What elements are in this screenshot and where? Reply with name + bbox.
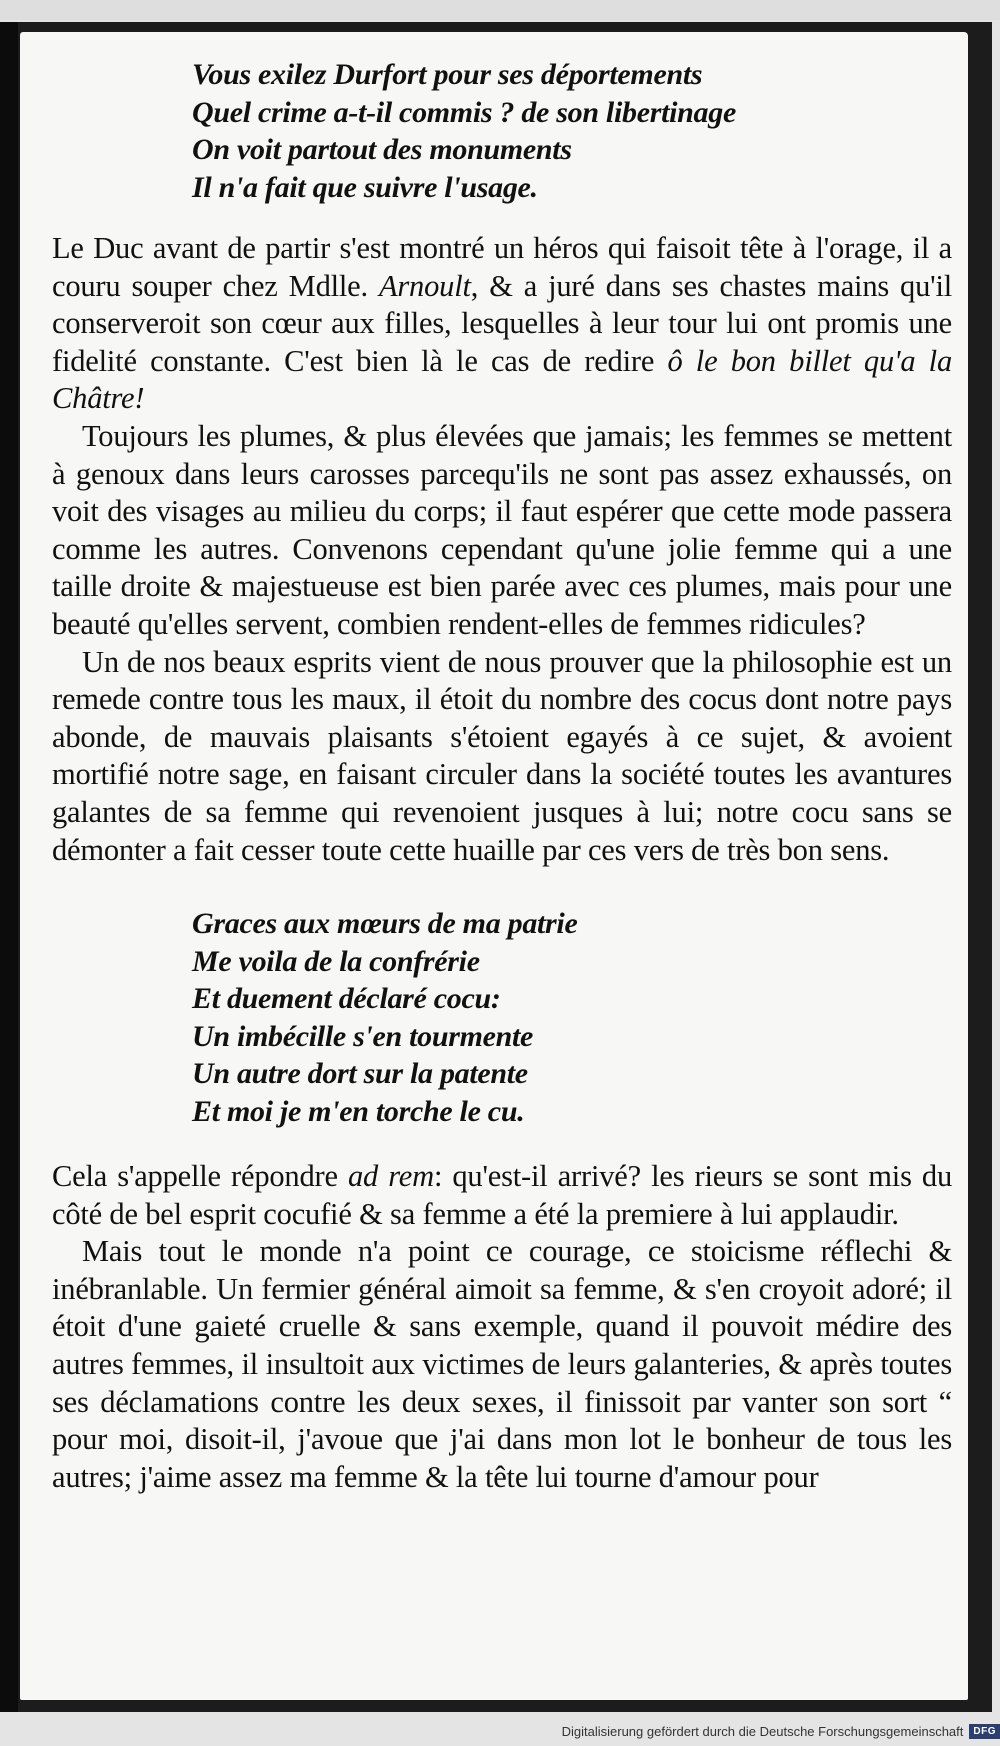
verse-line: On voit partout des monuments — [192, 133, 572, 166]
quote-chatre: ô le bon billet qu'a la Châtre! — [52, 343, 952, 416]
verse-line: Graces aux mœurs de ma patrie — [192, 907, 578, 941]
paragraph-fermier: Mais tout le monde n'a point ce courage, ce stoicisme réflechi & inébranlable. Un fermier général aimoit sa femme, & s'en croyoit adoré; il étoit d'une gaieté cruelle & sans exemple, quand il pouvoit médire des autres femmes, il insultoit aux victimes de leurs galanteries, & après toutes ses déclamations contre les deux sexes, il finissoit par vanter son sort “ pour moi, disoit-il, j'avoue que j'ai dans mon lot le bonheur de tous les autres; j'aime assez ma femme & la tête lui tourne d'amour pour — [52, 1234, 952, 1494]
book-scan — [0, 22, 992, 1712]
page-text — [52, 56, 952, 1496]
verse-line: Et duement déclaré cocu: — [192, 982, 501, 1016]
book-spine — [0, 22, 18, 1712]
verse-line: Un autre dort sur la patente — [192, 1057, 528, 1091]
digitization-footer — [560, 1720, 1000, 1742]
paragraph-philosophie: Un de nos beaux esprits vient de nous prouver que la philosophie est un remede contre tous les maux, il étoit du nombre des cocus dont notre pays abonde, de mauvais plaisants s'étoient egayés à ce sujet, & avoient mortifié notre sage, en faisant circuler dans la société toutes les avantures galantes de sa femme qui revenoient jusques à lui; notre cocu sans se démonter a fait cesser toute cette huaille par ces vers de très bon sens. — [52, 644, 952, 867]
paragraph-ad-rem: Cela s'appelle répondre ad rem: qu'est-il arrivé? les rieurs se sont mis du côté de bel esprit cocufié & sa femme a été la premiere à lui applaudir. — [52, 1159, 953, 1231]
latin-ad-rem: ad rem — [347, 1159, 434, 1194]
paragraph-plumes: Toujours les plumes, & plus élevées que jamais; les femmes se mettent à genoux dans leurs carosses parcequ'ils ne sont pas assez exhaussés, on voit des visages au milieu du corps; il faut espérer que cette mode passera comme les autres. Convenons cependant qu'une jolie femme qui a une taille droite & majestueuse est bien parée avec ces plumes, mais pour une beauté qu'elles servent, combien rendent-elles de femmes ridicules? — [52, 418, 952, 641]
verse-line: Et moi je m'en torche le cu. — [192, 1094, 525, 1128]
book-page — [20, 32, 968, 1700]
verse-line: Un imbécille s'en tourmente — [192, 1019, 534, 1053]
scan-background — [0, 0, 1000, 20]
dfg-logo: DFG — [969, 1724, 1000, 1739]
verse-stanza-2 — [52, 905, 952, 1130]
name-arnoult: Arnoult — [378, 268, 471, 303]
footer-credit: Digitalisierung gefördert durch die Deutsche Forschungsgemeinschaft — [561, 1723, 964, 1739]
verse-line: Vous exilez Durfort pour ses déportements — [192, 58, 703, 91]
verse-line: Quel crime a-t-il commis ? de son libertinage — [192, 95, 736, 129]
verse-stanza-1 — [52, 56, 952, 206]
paragraph-duc: Le Duc avant de partir s'est montré un héros qui faisoit tête à l'orage, il a couru souper chez Mdlle. Arnoult, & a juré dans ses chastes mains qu'il conserveroit son cœur aux filles, lesquelles à leur tour lui ont promis une fidelité constante. C'est bien là le cas de redire ô le bon billet qu'a la Châtre! — [52, 231, 953, 416]
verse-line: Il n'a fait que suivre l'usage. — [192, 170, 538, 204]
verse-line: Me voila de la confrérie — [192, 944, 480, 978]
